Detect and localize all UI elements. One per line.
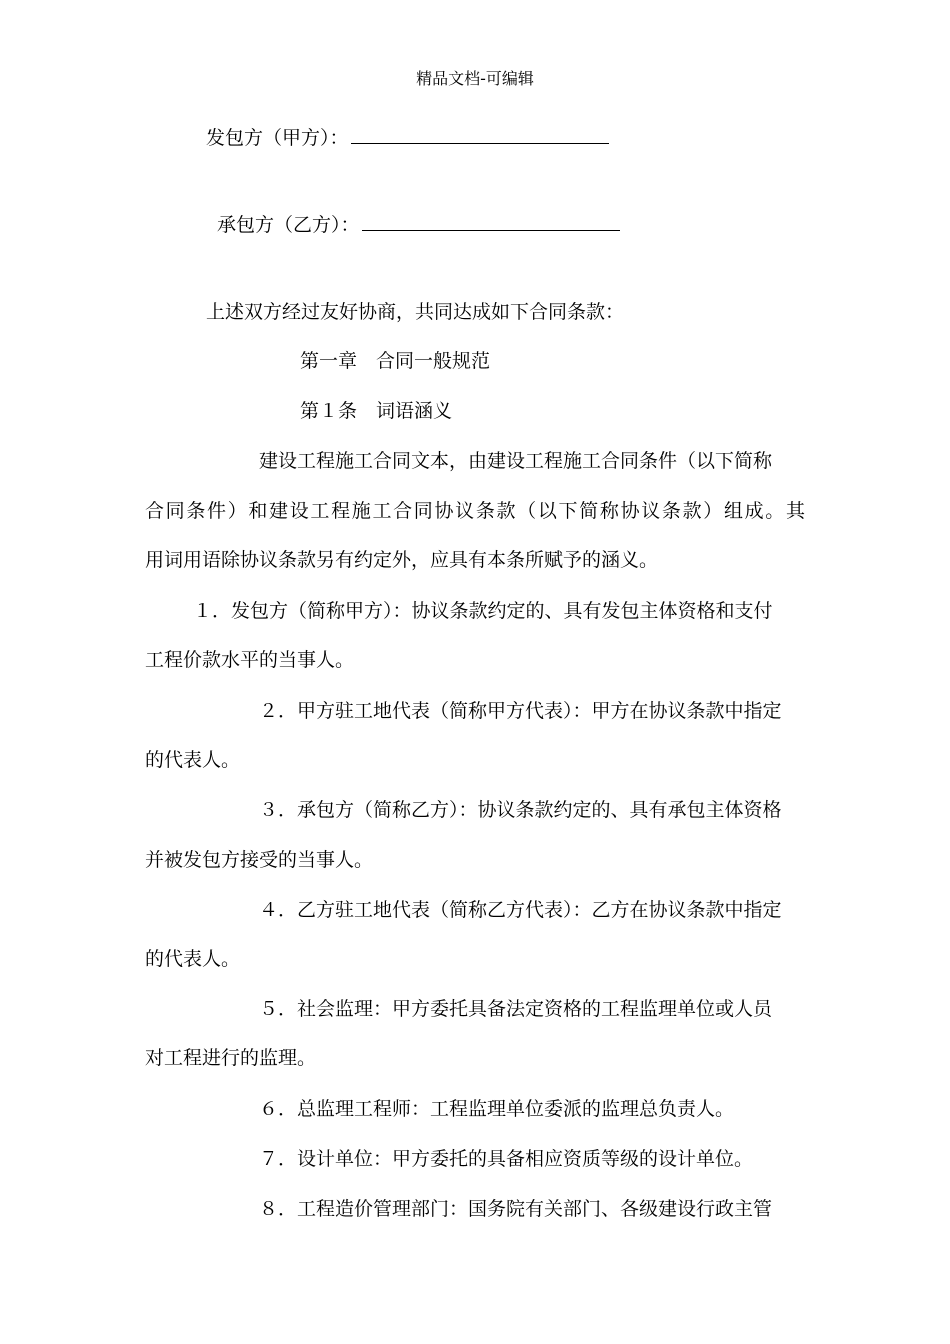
party-b-label: 承包方（乙方）： (217, 214, 360, 236)
para1-line3: 用词用语除协议条款另有约定外，应具有本条所赋予的涵义。 (145, 549, 659, 571)
item2-line2: 的代表人。 (145, 749, 241, 771)
item4-line2: 的代表人。 (145, 948, 241, 970)
item1-line1: １．发包方（简称甲方）：协议条款约定的、具有发包主体资格和支付 (193, 600, 773, 622)
para1-line2: 合同条件）和建设工程施工合同协议条款（以下简称协议条款）组成。其 (145, 500, 805, 522)
party-a-line (206, 124, 609, 152)
item6-line1: ６．总监理工程师：工程监理单位委派的监理总负责人。 (259, 1098, 735, 1120)
item5-line2: 对工程进行的监理。 (145, 1047, 317, 1069)
item5-line1: ５．社会监理：甲方委托具备法定资格的工程监理单位或人员 (259, 998, 773, 1020)
party-b-blank (362, 212, 620, 231)
item3-line2: 并被发包方接受的当事人。 (145, 849, 374, 871)
item3-line1: ３．承包方（简称乙方）：协议条款约定的、具有承包主体资格 (259, 799, 782, 821)
intro-text: 上述双方经过友好协商，共同达成如下合同条款： (206, 301, 625, 323)
party-a-label: 发包方（甲方）： (206, 127, 349, 149)
para1-line1: 建设工程施工合同文本，由建设工程施工合同条件（以下简称 (259, 450, 773, 472)
item2-line1: ２．甲方驻工地代表（简称甲方代表）：甲方在协议条款中指定 (259, 700, 782, 722)
item7-line1: ７．设计单位：甲方委托的具备相应资质等级的设计单位。 (259, 1148, 754, 1170)
party-b-line (217, 211, 620, 239)
page-header: 精品文档-可编辑 (416, 69, 534, 88)
party-a-blank (351, 125, 609, 144)
item8-line1: ８．工程造价管理部门：国务院有关部门、各级建设行政主管 (259, 1198, 773, 1220)
chapter-heading: 第一章 合同一般规范 (300, 350, 491, 372)
item4-line1: ４．乙方驻工地代表（简称乙方代表）：乙方在协议条款中指定 (259, 899, 782, 921)
article-heading: 第１条 词语涵义 (300, 400, 453, 422)
item1-line2: 工程价款水平的当事人。 (145, 649, 355, 671)
